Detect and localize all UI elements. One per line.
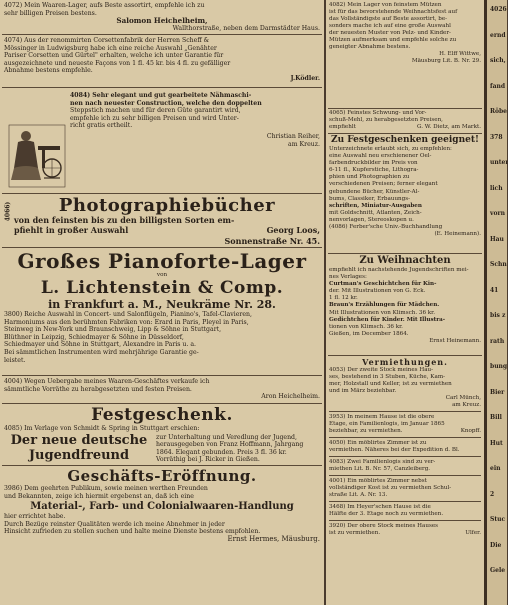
edge-fragment: Bier [490, 388, 505, 396]
piano-von: von [156, 272, 168, 278]
fest-right-line4: Vorräthig bei J. Ricker in Gießen. [156, 456, 260, 464]
edge-fragment: Bill [490, 414, 502, 421]
gift-line11: nenvorlagen, Stereoskopen u. [329, 216, 414, 223]
shop-line1: 3986) Dem geehrten Publikum, sowie meinen werthen Freunden [4, 485, 208, 492]
ad-4084-line2: nen nach neuester Construction, welche den doppelten [70, 99, 262, 107]
gift-line3: farbendruckbilder im Preis von [329, 160, 418, 167]
ad-4072 [4, 2, 320, 32]
ad-4074-name: J.Ködler. [290, 74, 320, 82]
rentals-section [329, 357, 481, 537]
edge-fragment: sich, [490, 57, 506, 64]
xmas-line8: Gedichtchen für Kinder. Mit Illustra- [329, 316, 446, 323]
piano-line2: Harmoniums aus den berühmten Fabriken von: Erard in Paris, Pleyel in Paris, [4, 318, 249, 326]
ad-4072-line2: sehr billigen Preisen bestens. [4, 9, 97, 17]
xmas-line4: der. Mit Illustrationen von G. Eck. [329, 288, 426, 295]
shop-line4: Durch Bezüge reinster Qualitäten werde ich meine Abnehmer in jeder [4, 520, 225, 528]
gift-line7: gebundene Bücher, Künstler-Al- [329, 188, 420, 195]
rent-b4: Knopff. [460, 428, 481, 434]
edge-fragment: Hut [490, 439, 503, 447]
edge-fragment: lich [490, 184, 503, 192]
ad-4074 [4, 37, 320, 83]
rent-b3: beziehbar, zu vermiethen. [329, 428, 403, 434]
xmas-line7: Mit Illustrationen von Klimsch. 36 kr. [329, 309, 436, 316]
ad-4082-address: Mäusburg Lit. B. Nr. 29. [411, 58, 481, 64]
gift-line10: mit Goldschnitt, Atlanten, Zeich- [329, 209, 422, 216]
xmas-line5: 1 fl. 12 kr. [329, 295, 358, 302]
ad-4004-line1: 4004) Wegen Uebergabe meines Waaren-Geschäftes verkaufe ich [4, 378, 210, 385]
gift-line4: 6-11 fl., Kupferstiche, Lithogra- [329, 167, 419, 174]
xmas-line3: Curtman's Geschichtchen für Kin- [329, 281, 437, 288]
edge-fragment: Schn [490, 261, 507, 268]
ad-4065-line3: empfiehlt [329, 124, 356, 130]
piano-line6: Bei sämmtlichen Instrumenten wird mehrjährige Garantie ge- [4, 348, 199, 356]
divider [2, 34, 322, 35]
divider [2, 247, 322, 248]
gift-line9: schriften, Miniatur-Ausgaben [329, 202, 422, 209]
xmas-line1: empfiehlt ich nachstehende Jugendschriften mei- [329, 267, 469, 273]
ad-4082-line3: das Vollständigste auf Beste assortirt, be- [329, 16, 448, 22]
ad-4082-line6: Mützen aufmerksam und empfehle solche zu [329, 37, 457, 43]
piano-city: in Frankfurt a. M., Neukräme Nr. 28. [48, 298, 276, 311]
edge-fragment: Die [490, 541, 502, 549]
edge-fragment: Röbe [490, 108, 508, 115]
edge-fragment: bis z [490, 312, 506, 319]
rent-a2: ses, bestehend in 3 Stuben, Küche, Kam- [329, 374, 446, 380]
gift-name: Ferber'sche Univ.-Buchhandlung [349, 224, 443, 231]
ad-4065-line1: 4065) Feinstes Schwung- und Vor- [329, 110, 427, 116]
rent-d1: 4083) Zwei Familienlogis sind zu ver- [329, 459, 436, 465]
rent-c1: 4050) Ein möblirtes Zimmer ist zu [329, 440, 427, 446]
divider [328, 133, 482, 134]
gift-title: Zu Festgeschenken geeignet! [331, 135, 479, 145]
christmas-ad [329, 255, 481, 345]
rentals-title: Vermiethungen. [362, 357, 448, 367]
right-column [326, 0, 484, 605]
edge-fragment: Hau [490, 235, 504, 243]
rent-e3: straße Lit. A. Nr. 13. [329, 492, 388, 498]
rent-a1: 4053) Der zweite Stock meines Hau- [329, 367, 434, 373]
gift-address: (E. Heinemann). [434, 231, 481, 238]
edge-fragment: 378 [490, 133, 503, 141]
rent-f2: Hälfte der 3. Etage noch zu vermiethen. [329, 511, 444, 517]
xmas-line6: Braun's Erzählungen für Mädchen. [329, 302, 440, 309]
piano-ad [4, 250, 320, 364]
shop-line2: und Bekannten, zeige ich hiermit ergebenst an, daß ich eine [4, 492, 194, 500]
photo-line2: pfiehlt in großer Auswahl [14, 225, 129, 235]
ad-4082-name: H. Elff Wittwe, [439, 51, 481, 57]
xmas-name: Ernst Heinemann. [429, 337, 481, 344]
shop-title: Geschäfts-Eröffnung. [67, 467, 257, 485]
gift-books-ad [329, 135, 481, 238]
ad-4072-name: Salomon Heichelheim, [116, 16, 208, 26]
xmas-line10: Gießen, im December 1864. [329, 330, 409, 337]
ad-4074-line5: Abnahme bestens empfehle. [4, 67, 93, 75]
shop-opening-ad [4, 468, 320, 544]
photo-address: Sonnenstraße Nr. 45. [224, 236, 320, 246]
ad-4082-line5: der neuesten Muster von Pelz- und Kinder- [329, 30, 451, 36]
rent-b1: 3953) In meinem Hause ist die obere [329, 414, 435, 420]
ad-4082-line7: geneigter Abnahme bestens. [329, 44, 411, 50]
ad-4065-name: G. W. Dietz, am Markt. [416, 124, 481, 130]
gift-line5: phien und Photographien zu [329, 174, 410, 181]
ad-4004 [4, 378, 320, 401]
rent-g3: Ulfer. [465, 530, 481, 536]
ad-4084 [70, 92, 320, 148]
edge-fragment: 2 [490, 490, 495, 498]
ad-4084-address: am Kreuz. [288, 140, 320, 148]
rent-a3: mer, Holzstall und Keller, ist zu vermiethen [329, 381, 452, 387]
rent-e1: 4001) Ein möblirtes Zimmer nebst [329, 478, 427, 484]
ad-4084-line1: 4084) Sehr elegant und gut gearbeitete Nähmaschi- [70, 92, 252, 99]
rent-g1: 3920) Der obere Stock meines Hauses [329, 523, 439, 529]
ad-4065 [329, 110, 481, 131]
divider [2, 193, 322, 194]
photo-line1: von den feinsten bis zu den billigsten Sorten em- [14, 215, 235, 225]
edge-fragment: bung [490, 363, 508, 370]
rent-a4: und im März beziehbar. [329, 388, 397, 394]
ad-4072-address: Wallthorstraße, neben dem Darmstädter Haus. [172, 24, 320, 32]
fest-right-line1: zur Unterhaltung und Veredlung der Jugend, [156, 433, 297, 441]
edge-fragment: 4026 [490, 6, 507, 13]
edge-fragment: rath [490, 337, 505, 345]
divider [2, 403, 322, 404]
ad-4004-name: Aron Heichelheim. [261, 393, 320, 401]
photo-album-ad [14, 196, 320, 246]
ad-4065-line2: schuß-Mehl, zu herabgesetzten Preisen, [329, 117, 443, 123]
fest-right-line3: 1864. Elegant gebunden. Preis 3 fl. 36 kr. [156, 448, 287, 456]
divider [328, 253, 482, 254]
shop-line5: Hinsicht zufrieden zu stellen suchen und halte meine Dienste bestens empfohlen. [4, 528, 261, 536]
ad-4082-line2: ist für das bevorstehende Weihnachtsfest auf [329, 9, 458, 15]
ad-4074-line4: ausgezeichnete und neueste Façons von 1 fl. 45 kr. bis 4 fl. zu gefälliger [4, 59, 231, 67]
ad-4082-line1: 4082) Mein Lager von feinstem Mützen [329, 2, 442, 8]
edge-fragment: unter [490, 159, 508, 166]
divider [2, 375, 322, 376]
fest-line1: 4085) Im Verlage von Schmidt & Spring in Stuttgart erschien: [4, 425, 200, 432]
gift-number: (4086) [329, 224, 348, 231]
rent-a5: Carl Münch, [445, 395, 481, 401]
rent-c2: vermiethen. Näheres bei der Expedition d. Bl. [329, 447, 460, 453]
rent-a6: am Kreuz. [452, 402, 481, 408]
photo-title: Photographiebücher [58, 195, 276, 216]
rent-f1: 3468) Im Heyer'schen Hause ist die [329, 504, 431, 510]
ad-4084-line5: richt gratis ertheilt. [70, 122, 133, 130]
divider [2, 465, 322, 466]
ad-4074-line2: Mössinger in Ludwigsburg habe ich eine reiche Auswahl „Genähter [4, 44, 217, 52]
piano-line1: 3800) Reiche Auswahl in Concert- und Salonflügeln, Pianino's, Tafel-Clavieren, [4, 311, 252, 318]
fest-book-title-1: Der neue deutsche [10, 432, 148, 448]
rent-e2: vollständiger Kost ist zu vermiethen Schul- [329, 485, 452, 491]
sewing-machine-engraving [8, 124, 66, 188]
ad-4082-line4: sonders mache ich auf eine große Auswahl [329, 23, 451, 29]
ad-4084-name: Christian Reiher, [266, 132, 320, 140]
piano-line5: Schiedmayer und Söhne in Stuttgart, Alexandre in Paris u. a. [4, 341, 197, 349]
gift-line6: verschiedenen Preisen; ferner elegant [329, 181, 438, 188]
edge-fragment: vorn [490, 210, 506, 217]
rent-d2: miethen Lit. B. Nr. 57, Canzleiberg. [329, 466, 431, 472]
ad-4074-line1: 4074) Aus der renommirten Corsettenfabrik der Herren Scheff & [4, 37, 210, 44]
gift-line2: eine Auswahl neu erschienener Oel- [329, 153, 432, 160]
ad-4082 [329, 2, 481, 65]
rent-b2: Etage, ein Familienlogis, im Januar 1865 [329, 421, 445, 427]
divider [328, 108, 482, 109]
edge-fragment: 41 [490, 286, 499, 294]
piano-title: Großes Pianoforte-Lager [17, 249, 307, 273]
edge-fragment: Stuc [490, 516, 506, 523]
edge-fragment: ein [490, 465, 501, 472]
next-page-edge [484, 0, 507, 605]
edge-fragment: Gele [490, 567, 506, 574]
piano-line7: leistet. [4, 356, 26, 364]
ad-4084-line3: Steppstich machen und für deren Güte garantirt wird, [70, 107, 241, 115]
gift-line1: Unterzeichnete erlaubt sich, zu empfehlen: [329, 146, 452, 152]
edge-fragment: ernd [490, 31, 506, 39]
xmas-line2: nes Verlages: [329, 274, 367, 281]
xmas-title: Zu Weihnachten [359, 255, 451, 266]
ad-4004-line2: sämmtliche Vorräthe zu herabgesetzten und festen Preisen. [4, 385, 192, 393]
fest-title: Festgeschenk. [91, 405, 233, 425]
shop-big: Material-, Farb- und Colonialwaaren-Handlung [30, 501, 294, 513]
divider [2, 87, 322, 88]
shop-name: Ernst Hermes, Mäusburg. [227, 534, 320, 543]
gift-line8: bums, Classiker, Erbauungs- [329, 195, 410, 202]
photo-name: Georg Loos, [266, 225, 320, 235]
rent-g2: ist zu vermiethen. [329, 530, 381, 536]
fest-book-title-2: Jugendfreund [28, 447, 130, 463]
piano-firm: L. Lichtenstein & Comp. [40, 278, 284, 298]
divider [328, 355, 482, 356]
piano-line3: Steinweg in New-York und Braunschweig, Lipp & Söhne in Stuttgart, [4, 326, 222, 334]
piano-line4: Blüthner in Leipzig, Schiedmayer & Söhne in Düsseldorf, [4, 333, 184, 341]
photo-ad-number: 4066) [4, 201, 12, 222]
ad-4074-line3: Pariser Corsetten und Gürtel" erhalten, welche ich unter Garantie für [4, 52, 224, 60]
ad-4084-line4: empfehle ich zu sehr billigen Preisen und wird Unter- [70, 114, 239, 122]
festgeschenk-ad [4, 406, 320, 463]
edge-fragment: fand [490, 82, 506, 90]
xmas-line9: tionen von Klimsch. 36 kr. [329, 323, 403, 330]
ad-4072-line1: 4072) Mein Waaren-Lager, aufs Beste assortirt, empfehle ich zu [4, 2, 205, 9]
fest-right-line2: herausgegeben von Franz Hoffmann, Jahrgang [156, 441, 304, 449]
shop-line3: hier errichtet habe. [4, 513, 66, 521]
